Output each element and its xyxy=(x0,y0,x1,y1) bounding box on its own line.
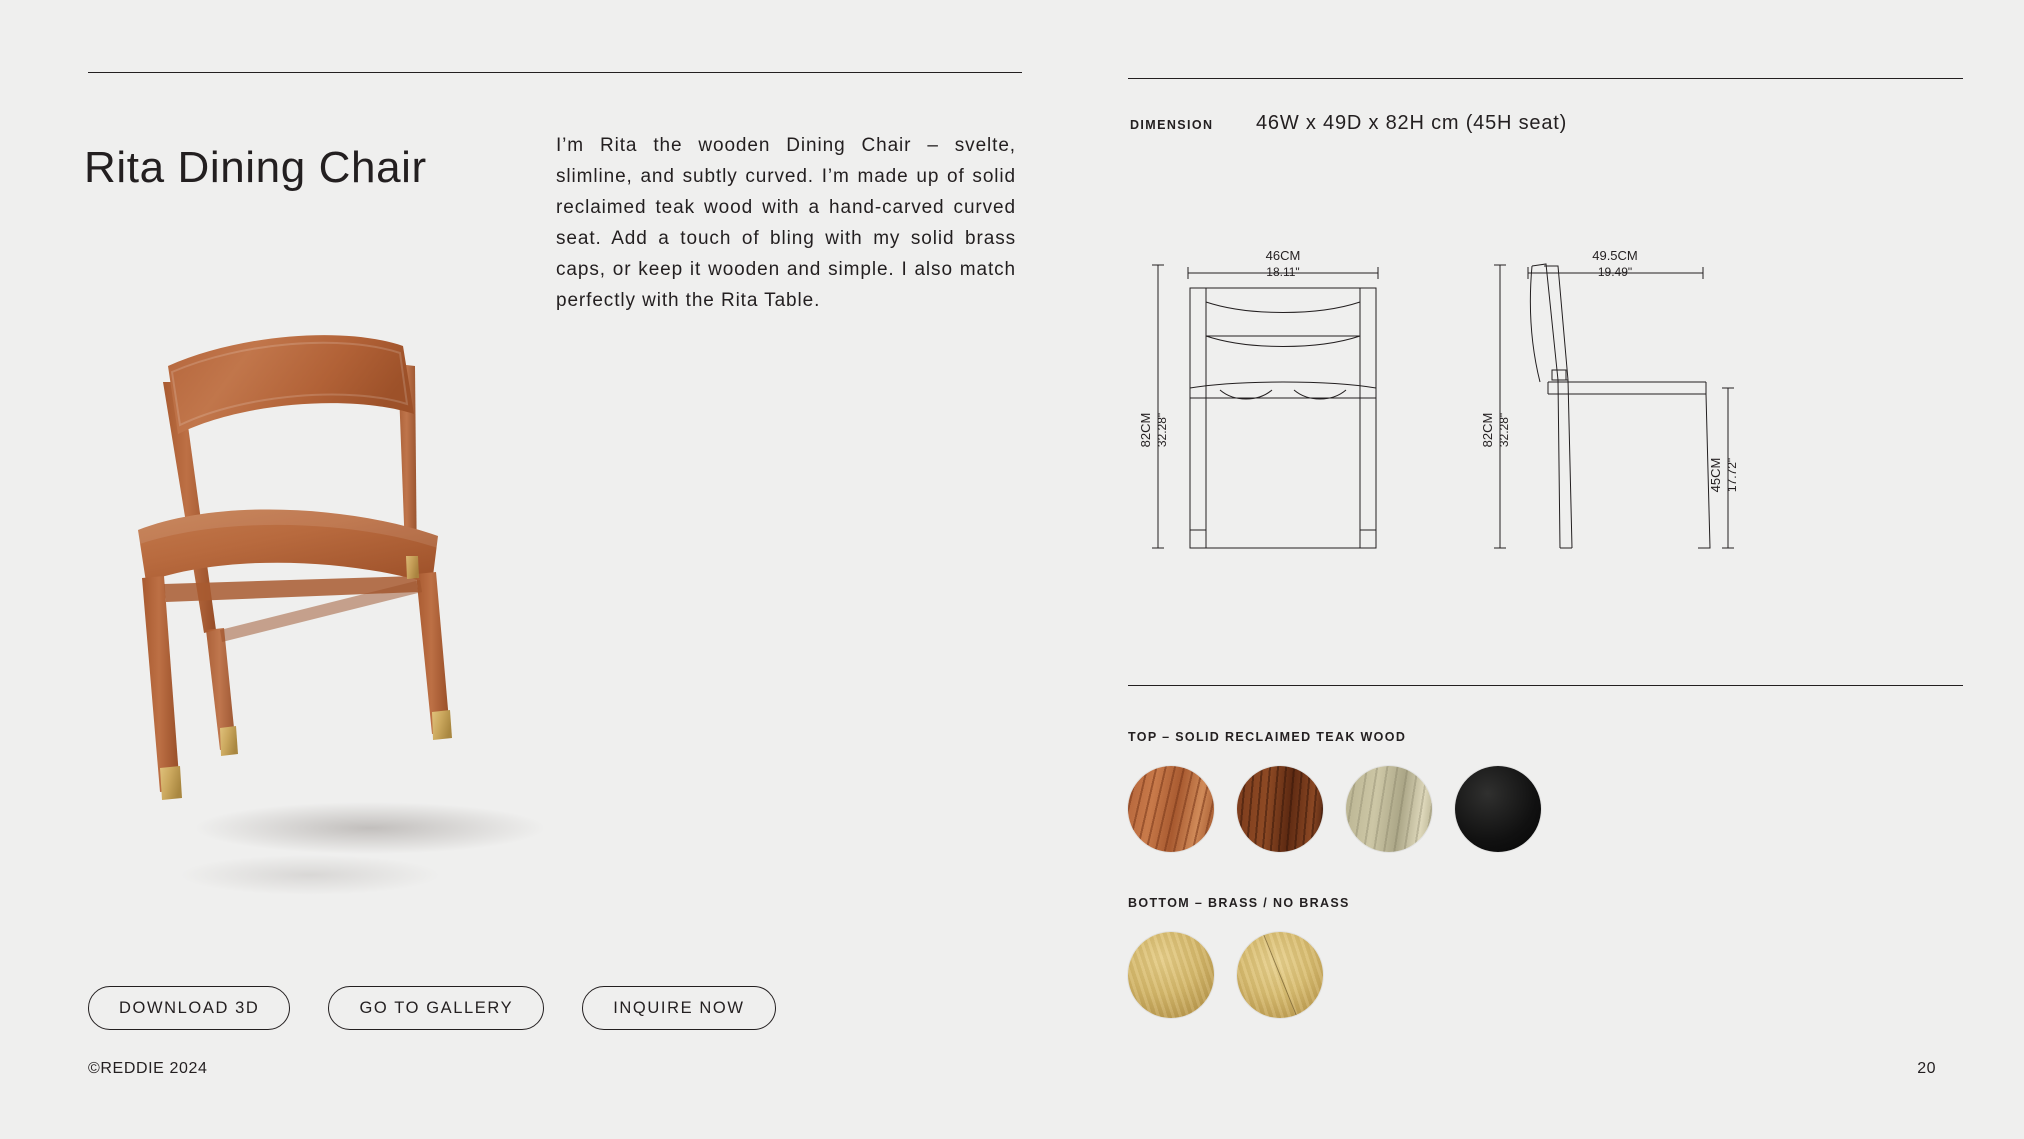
top-material-heading: TOP – SOLID RECLAIMED TEAK WOOD xyxy=(1128,730,1407,744)
product-description: I’m Rita the wooden Dining Chair – svelte, slimline, and subtly curved. I’m made up of solid reclaimed teak wood with a hand-carved curved seat. Add a touch of bling with my solid brass caps, or keep it wooden and simple. I also match perfectly with the Rita Table. xyxy=(556,135,1016,311)
swatch-teak-light[interactable] xyxy=(1128,766,1214,852)
side-height-in: 32.28" xyxy=(1497,412,1511,448)
front-height-in: 32.28" xyxy=(1155,412,1169,448)
side-depth-cm: 49.5CM xyxy=(1592,248,1638,263)
download-3d-button[interactable]: DOWNLOAD 3D xyxy=(88,986,290,1030)
copyright-text: ©REDDIE 2024 xyxy=(88,1060,208,1077)
top-material-swatches xyxy=(1128,766,1541,852)
swatch-brass[interactable] xyxy=(1128,932,1214,1018)
swatch-teak-dark[interactable] xyxy=(1237,766,1323,852)
action-buttons xyxy=(88,986,776,1030)
side-height-cm: 82CM xyxy=(1480,412,1495,448)
seat-height-cm: 45CM xyxy=(1708,457,1723,493)
chair-product-photo xyxy=(120,330,590,950)
technical-drawings xyxy=(1128,230,1963,650)
top-material-section xyxy=(1128,730,1541,852)
front-height-cm: 82CM xyxy=(1138,412,1153,448)
bottom-material-section xyxy=(1128,896,1350,1018)
swatch-ash-grey[interactable] xyxy=(1346,766,1432,852)
inquire-now-button[interactable]: INQUIRE NOW xyxy=(582,986,775,1030)
seat-height-in: 17.72" xyxy=(1725,457,1739,493)
swatch-black[interactable] xyxy=(1455,766,1541,852)
side-depth-in: 19.49" xyxy=(1597,265,1633,279)
divider-top-left xyxy=(88,72,1022,73)
bottom-material-heading: BOTTOM – BRASS / NO BRASS xyxy=(1128,896,1350,910)
page-title: Rita Dining Chair xyxy=(84,143,427,193)
bottom-material-swatches xyxy=(1128,932,1350,1018)
dimension-label: DIMENSION xyxy=(1130,118,1214,132)
swatch-no-brass[interactable] xyxy=(1237,932,1323,1018)
divider-middle-right xyxy=(1128,685,1963,686)
page-number: 20 xyxy=(1917,1060,1936,1077)
divider-top-right xyxy=(1128,78,1963,79)
dimension-value: 46W x 49D x 82H cm (45H seat) xyxy=(1256,112,1568,134)
front-width-in: 18.11" xyxy=(1266,265,1300,279)
front-width-cm: 46CM xyxy=(1265,248,1301,263)
go-to-gallery-button[interactable]: GO TO GALLERY xyxy=(328,986,544,1030)
chair-illustration xyxy=(120,330,590,950)
